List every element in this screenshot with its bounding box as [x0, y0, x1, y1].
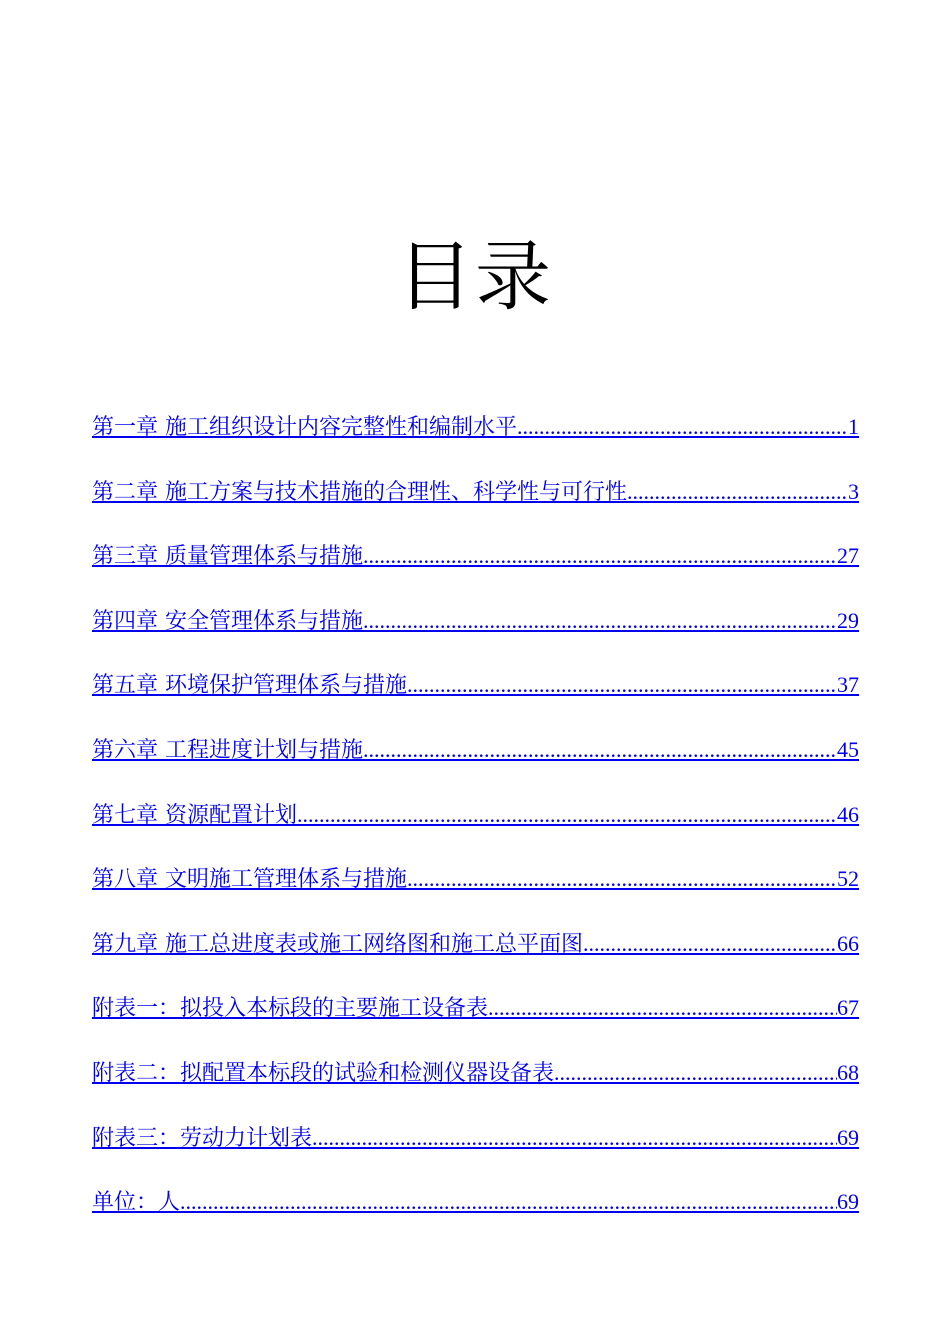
toc-entry-label: 第四章 安全管理体系与措施 [92, 608, 363, 634]
toc-page-number: 66 [837, 930, 859, 956]
toc-page-number: 69 [837, 1124, 859, 1150]
toc-page-number: 52 [837, 866, 859, 892]
toc-entry-chapter-3[interactable] [92, 534, 859, 599]
toc-entry-label: 第七章 资源配置计划 [92, 802, 297, 828]
toc-page-number: 29 [837, 607, 859, 633]
toc-entry-label: 第八章 文明施工管理体系与措施 [92, 867, 407, 893]
toc-dot-leader [363, 534, 837, 578]
toc-dot-leader [627, 470, 848, 514]
toc-dot-leader [180, 1180, 837, 1224]
toc-dot-leader [297, 793, 837, 837]
toc-entry-chapter-5[interactable] [92, 663, 859, 728]
toc-entry-chapter-1[interactable] [92, 405, 859, 470]
toc-entry-label: 第一章 施工组织设计内容完整性和编制水平 [92, 415, 517, 440]
toc-page-number: 45 [837, 736, 859, 762]
page-title: 目录 [397, 232, 553, 321]
table-of-contents [92, 405, 859, 1245]
toc-page-number: 67 [837, 995, 859, 1021]
toc-entry-label: 附表三：劳动力计划表 [92, 1125, 313, 1151]
toc-entry-chapter-2[interactable] [92, 470, 859, 535]
toc-page-number: 27 [837, 543, 859, 569]
toc-entry-appendix-1[interactable] [92, 986, 859, 1051]
toc-entry-label: 第六章 工程进度计划与措施 [92, 737, 363, 763]
toc-entry-label: 单位：人 [92, 1190, 181, 1216]
toc-entry-label: 第五章 环境保护管理体系与措施 [92, 673, 407, 699]
toc-dot-leader [517, 405, 848, 449]
toc-entry-chapter-6[interactable] [92, 728, 859, 793]
toc-entry-label: 第九章 施工总进度表或施工网络图和施工总平面图 [92, 931, 583, 957]
toc-entry-chapter-9[interactable] [92, 922, 859, 987]
toc-dot-leader [407, 857, 837, 901]
toc-page-number: 37 [837, 672, 859, 698]
toc-page-number: 1 [848, 414, 859, 439]
toc-dot-leader [363, 599, 837, 643]
toc-dot-leader [407, 663, 837, 707]
toc-dot-leader [312, 1116, 837, 1160]
toc-entry-chapter-8[interactable] [92, 857, 859, 922]
toc-page-number: 46 [837, 801, 859, 827]
toc-entry-unit[interactable] [92, 1180, 859, 1245]
toc-entry-appendix-2[interactable] [92, 1051, 859, 1116]
toc-entry-label: 附表二：拟配置本标段的试验和检测仪器设备表 [92, 1060, 555, 1086]
toc-page-number: 68 [837, 1059, 859, 1085]
toc-dot-leader [554, 1051, 837, 1095]
toc-dot-leader [363, 728, 837, 772]
toc-entry-label: 第三章 质量管理体系与措施 [92, 544, 363, 570]
toc-entry-label: 附表一：拟投入本标段的主要施工设备表 [92, 996, 489, 1022]
toc-dot-leader [583, 922, 837, 966]
toc-page-number: 3 [848, 478, 859, 504]
toc-page-number: 69 [837, 1189, 859, 1215]
toc-entry-appendix-3[interactable] [92, 1116, 859, 1181]
toc-dot-leader [488, 986, 837, 1030]
toc-entry-chapter-7[interactable] [92, 793, 859, 858]
toc-entry-chapter-4[interactable] [92, 599, 859, 664]
toc-entry-label: 第二章 施工方案与技术措施的合理性、科学性与可行性 [92, 479, 627, 505]
